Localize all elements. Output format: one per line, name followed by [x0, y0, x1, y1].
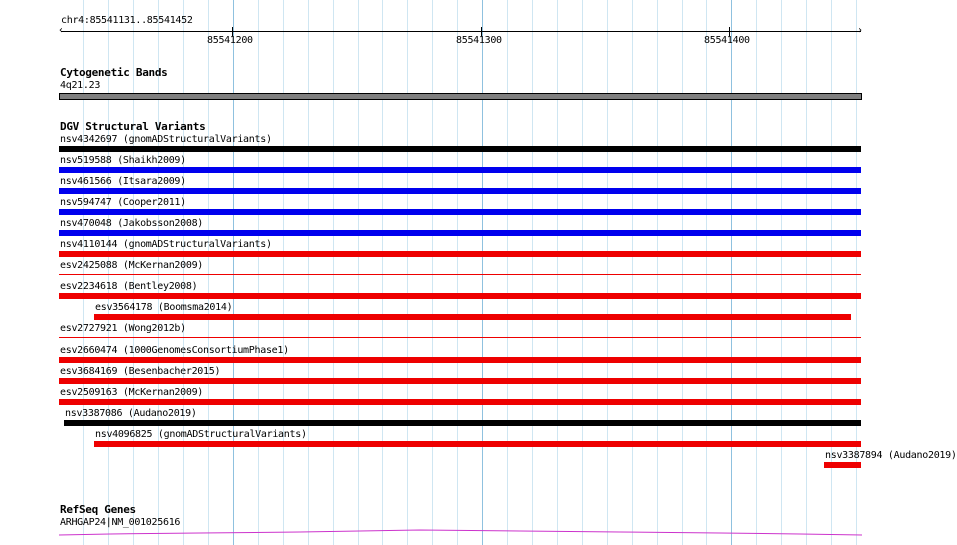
- variant-bar[interactable]: [59, 399, 861, 405]
- variant-label[interactable]: esv3684169 (Besenbacher2015): [60, 366, 221, 377]
- ruler-right-arrow-icon[interactable]: ›: [857, 25, 864, 36]
- variant-label[interactable]: nsv594747 (Cooper2011): [60, 197, 186, 208]
- grid-line: [806, 0, 807, 545]
- cytoband-bar[interactable]: [59, 93, 862, 100]
- ruler-tick-label: 85541400: [704, 35, 750, 46]
- variant-bar[interactable]: [59, 337, 861, 338]
- grid-line: [731, 0, 732, 545]
- grid-line: [632, 0, 633, 545]
- variant-label[interactable]: esv2509163 (McKernan2009): [60, 387, 204, 398]
- variant-label[interactable]: esv2727921 (Wong2012b): [60, 323, 186, 334]
- variant-bar[interactable]: [94, 314, 851, 320]
- grid-line: [657, 0, 658, 545]
- variant-label[interactable]: nsv519588 (Shaikh2009): [60, 155, 186, 166]
- grid-line: [333, 0, 334, 545]
- region-label: chr4:85541131..85541452: [61, 15, 193, 26]
- variant-bar[interactable]: [59, 188, 861, 194]
- grid-line: [682, 0, 683, 545]
- variant-label[interactable]: nsv4342697 (gnomADStructuralVariants): [60, 134, 272, 145]
- variant-label[interactable]: nsv4110144 (gnomADStructuralVariants): [60, 239, 272, 250]
- cytoband-track-title: Cytogenetic Bands: [60, 66, 168, 79]
- grid-line: [482, 0, 483, 545]
- grid-line: [507, 0, 508, 545]
- ruler-left-arrow-icon[interactable]: ‹: [58, 25, 65, 36]
- ruler-line: [61, 31, 861, 32]
- grid-line: [358, 0, 359, 545]
- variant-label[interactable]: esv2234618 (Bentley2008): [60, 281, 198, 292]
- variant-label[interactable]: nsv4096825 (gnomADStructuralVariants): [95, 429, 307, 440]
- ruler-tick-label: 85541200: [207, 35, 253, 46]
- grid-line: [532, 0, 533, 545]
- variant-bar[interactable]: [59, 357, 861, 363]
- variant-bar[interactable]: [59, 230, 861, 236]
- gene-model[interactable]: [0, 525, 890, 537]
- variant-label[interactable]: nsv3387086 (Audano2019): [65, 408, 197, 419]
- dgv-track-title: DGV Structural Variants: [60, 120, 206, 133]
- variant-bar[interactable]: [59, 293, 861, 299]
- variant-label[interactable]: esv2660474 (1000GenomesConsortiumPhase1): [60, 345, 289, 356]
- grid-line: [208, 0, 209, 545]
- cytoband-label: 4q21.23: [60, 80, 101, 91]
- grid-line: [308, 0, 309, 545]
- grid-line: [781, 0, 782, 545]
- grid-line: [756, 0, 757, 545]
- variant-bar[interactable]: [59, 274, 861, 275]
- grid-line: [382, 0, 383, 545]
- grid-line: [557, 0, 558, 545]
- variant-bar[interactable]: [59, 251, 861, 257]
- variant-bar[interactable]: [64, 420, 861, 426]
- ruler-tick-label: 85541300: [456, 35, 502, 46]
- gene-label[interactable]: ARHGAP24|NM_001025616: [60, 517, 181, 528]
- grid-line: [108, 0, 109, 545]
- grid-line: [258, 0, 259, 545]
- grid-line: [706, 0, 707, 545]
- variant-label[interactable]: nsv470048 (Jakobsson2008): [60, 218, 204, 229]
- variant-label[interactable]: esv2425088 (McKernan2009): [60, 260, 204, 271]
- grid-line: [432, 0, 433, 545]
- variant-bar[interactable]: [824, 462, 861, 468]
- grid-line: [283, 0, 284, 545]
- grid-line: [582, 0, 583, 545]
- grid-line: [457, 0, 458, 545]
- grid-line: [607, 0, 608, 545]
- variant-bar[interactable]: [94, 441, 861, 447]
- grid-line: [407, 0, 408, 545]
- refseq-track-title: RefSeq Genes: [60, 503, 136, 516]
- variant-label[interactable]: nsv461566 (Itsara2009): [60, 176, 186, 187]
- grid-line: [133, 0, 134, 545]
- variant-bar[interactable]: [59, 209, 861, 215]
- variant-label[interactable]: nsv3387894 (Audano2019): [825, 450, 957, 461]
- variant-bar[interactable]: [59, 146, 861, 152]
- grid-line: [183, 0, 184, 545]
- variant-bar[interactable]: [59, 378, 861, 384]
- grid-line: [233, 0, 234, 545]
- grid-line: [158, 0, 159, 545]
- variant-label[interactable]: esv3564178 (Boomsma2014): [95, 302, 233, 313]
- gene-intron-line[interactable]: [59, 530, 862, 535]
- variant-bar[interactable]: [59, 167, 861, 173]
